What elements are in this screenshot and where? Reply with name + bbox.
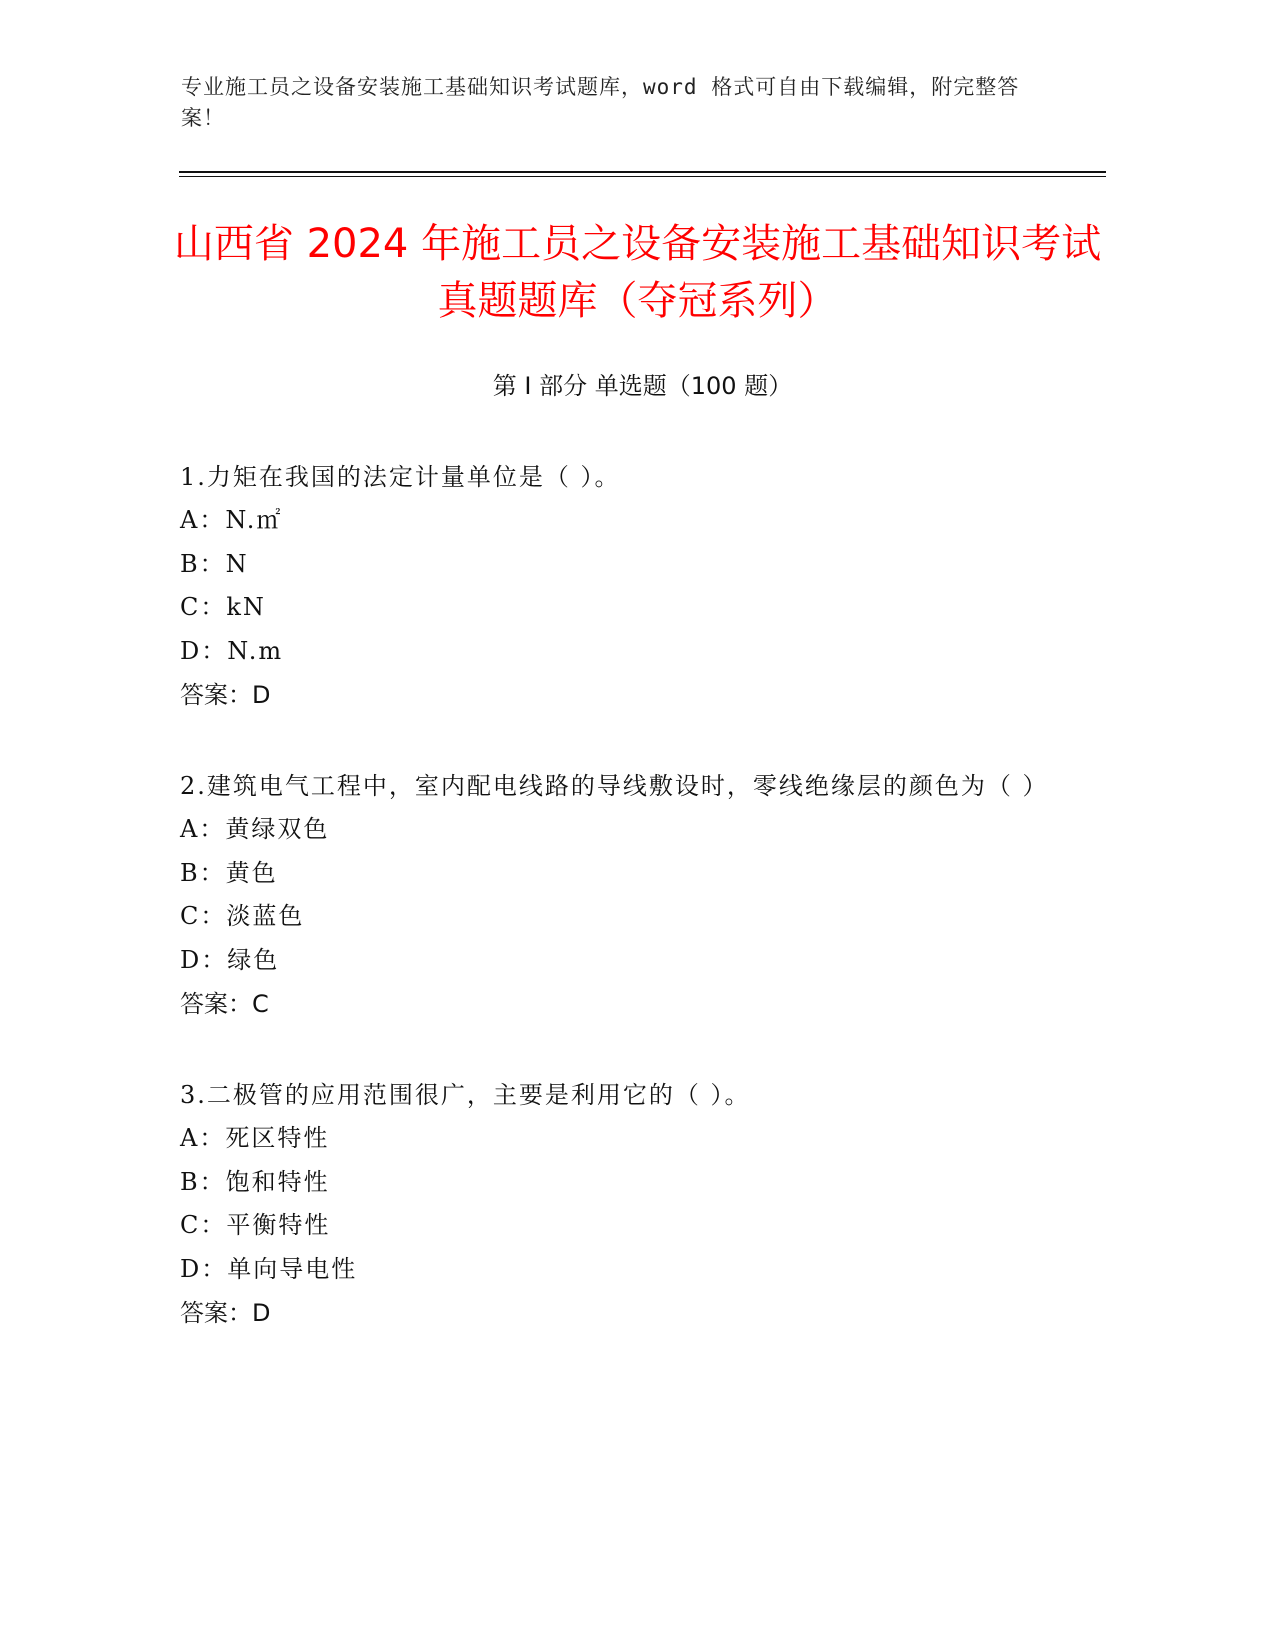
answer: 答案：C bbox=[180, 990, 269, 1018]
option-a: A：黄绿双色 bbox=[180, 815, 330, 843]
question-2 bbox=[180, 764, 1060, 1026]
answer: 答案：D bbox=[180, 1299, 271, 1327]
question-stem: 3.二极管的应用范围很广，主要是利用它的（ ）。 bbox=[180, 1081, 751, 1109]
question-list bbox=[180, 455, 1060, 1382]
option-b: B：黄色 bbox=[180, 858, 278, 887]
question-stem: 1.力矩在我国的法定计量单位是（ ）。 bbox=[180, 463, 621, 491]
section-heading: 第 I 部分 单选题（100 题） bbox=[492, 372, 793, 400]
header-note: 专业施工员之设备安装施工基础知识考试题库，word 格式可自由下载编辑，附完整答案！ bbox=[181, 75, 1020, 130]
option-c: C：kN bbox=[180, 593, 266, 621]
option-a: A：死区特性 bbox=[180, 1124, 330, 1152]
question-stem: 2.建筑电气工程中，室内配电线路的导线敷设时，零线绝缘层的颜色为（ ） bbox=[180, 772, 1049, 800]
option-c: C：淡蓝色 bbox=[180, 902, 305, 930]
option-d: D：N.m bbox=[180, 636, 284, 665]
header-rule-thin bbox=[179, 176, 1106, 177]
document-title: 山西省 2024 年施工员之设备安装施工基础知识考试真题题库（夺冠系列） bbox=[173, 221, 1102, 324]
question-3 bbox=[180, 1073, 1060, 1335]
question-1 bbox=[180, 455, 1060, 717]
option-b: B：N bbox=[180, 549, 249, 578]
option-c: C：平衡特性 bbox=[180, 1211, 331, 1239]
header-rule-thick bbox=[179, 171, 1106, 173]
option-d: D：单向导电性 bbox=[180, 1254, 358, 1283]
option-d: D：绿色 bbox=[180, 945, 280, 974]
option-a: A：N.㎡ bbox=[180, 506, 283, 534]
answer: 答案：D bbox=[180, 681, 271, 709]
option-b: B：饱和特性 bbox=[180, 1167, 330, 1196]
